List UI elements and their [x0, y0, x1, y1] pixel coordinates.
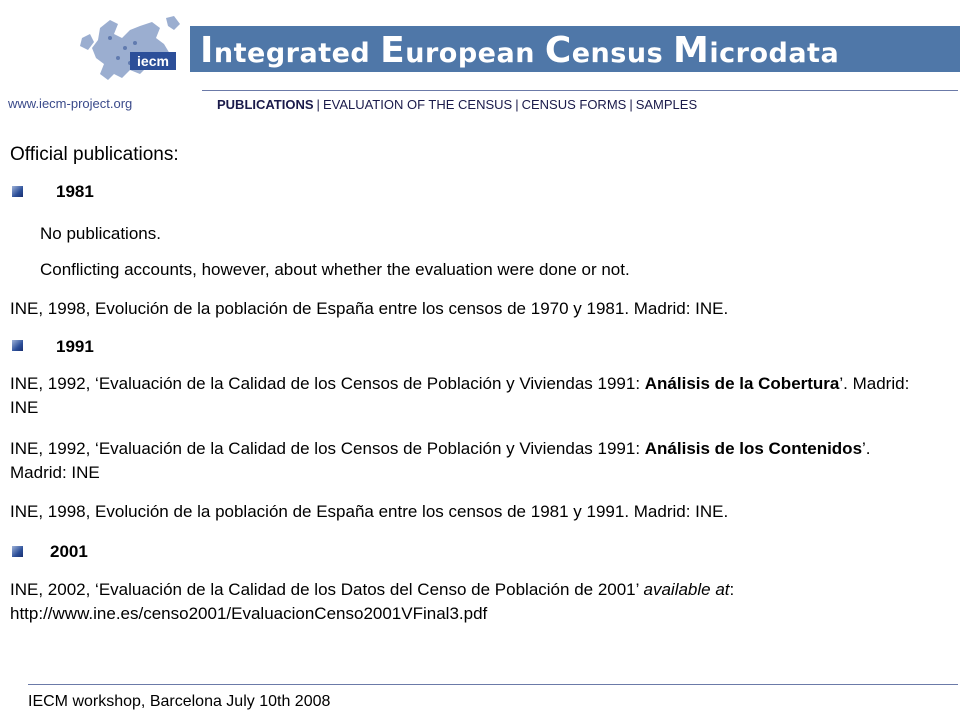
- footer-divider: [28, 684, 958, 685]
- section-heading: Official publications:: [10, 144, 179, 165]
- reference-1991-cobertura: INE, 1992, ‘Evaluación de la Calidad de los Censos de Población y Viviendas 1991: Análisis de la Cobertura’. Madrid: INE: [10, 374, 910, 417]
- title-banner: [190, 26, 960, 72]
- nav-separator: |: [515, 97, 519, 112]
- footer-text: IECM workshop, Barcelona July 10th 2008: [28, 693, 331, 710]
- nav-census-forms[interactable]: CENSUS FORMS: [521, 97, 627, 112]
- site-title: Integrated European Census Microdata: [200, 30, 840, 71]
- nav-divider: [202, 90, 958, 91]
- nav-separator: |: [629, 97, 633, 112]
- top-navigation: [217, 97, 697, 112]
- bullet-icon: [12, 546, 23, 557]
- nav-evaluation[interactable]: EVALUATION OF THE CENSUS: [322, 97, 513, 112]
- text-conflicting-accounts: Conflicting accounts, however, about whether the evaluation were done or not.: [40, 260, 630, 279]
- reference-1991-evolucion: INE, 1998, Evolución de la población de España entre los censos de 1981 y 1991. Madrid: INE.: [10, 502, 729, 521]
- bullet-icon: [12, 186, 23, 197]
- reference-2001: INE, 2002, ‘Evaluación de la Calidad de los Datos del Censo de Población de 2001’ available at: http://www.ine.es/censo2001/EvaluacionCenso2001VFinal3.pdf: [10, 580, 735, 623]
- europe-map-logo: [70, 8, 190, 98]
- reference-1981: INE, 1998, Evolución de la población de España entre los censos de 1970 y 1981. Madrid: INE.: [10, 299, 729, 318]
- year-1991: 1991: [56, 337, 94, 356]
- nav-samples[interactable]: SAMPLES: [635, 97, 698, 112]
- reference-1991-contenidos: INE, 1992, ‘Evaluación de la Calidad de los Censos de Población y Viviendas 1991: Análisis de los Contenidos’. Madrid: INE: [10, 439, 871, 482]
- year-2001: 2001: [50, 542, 88, 561]
- year-1981: 1981: [56, 182, 94, 201]
- bullet-icon: [12, 340, 23, 351]
- logo-text: iecm: [137, 53, 169, 69]
- nav-publications[interactable]: PUBLICATIONS: [217, 97, 314, 112]
- text-no-publications: No publications.: [40, 224, 161, 243]
- site-url-link[interactable]: www.iecm-project.org: [8, 96, 133, 111]
- nav-separator: |: [316, 97, 320, 112]
